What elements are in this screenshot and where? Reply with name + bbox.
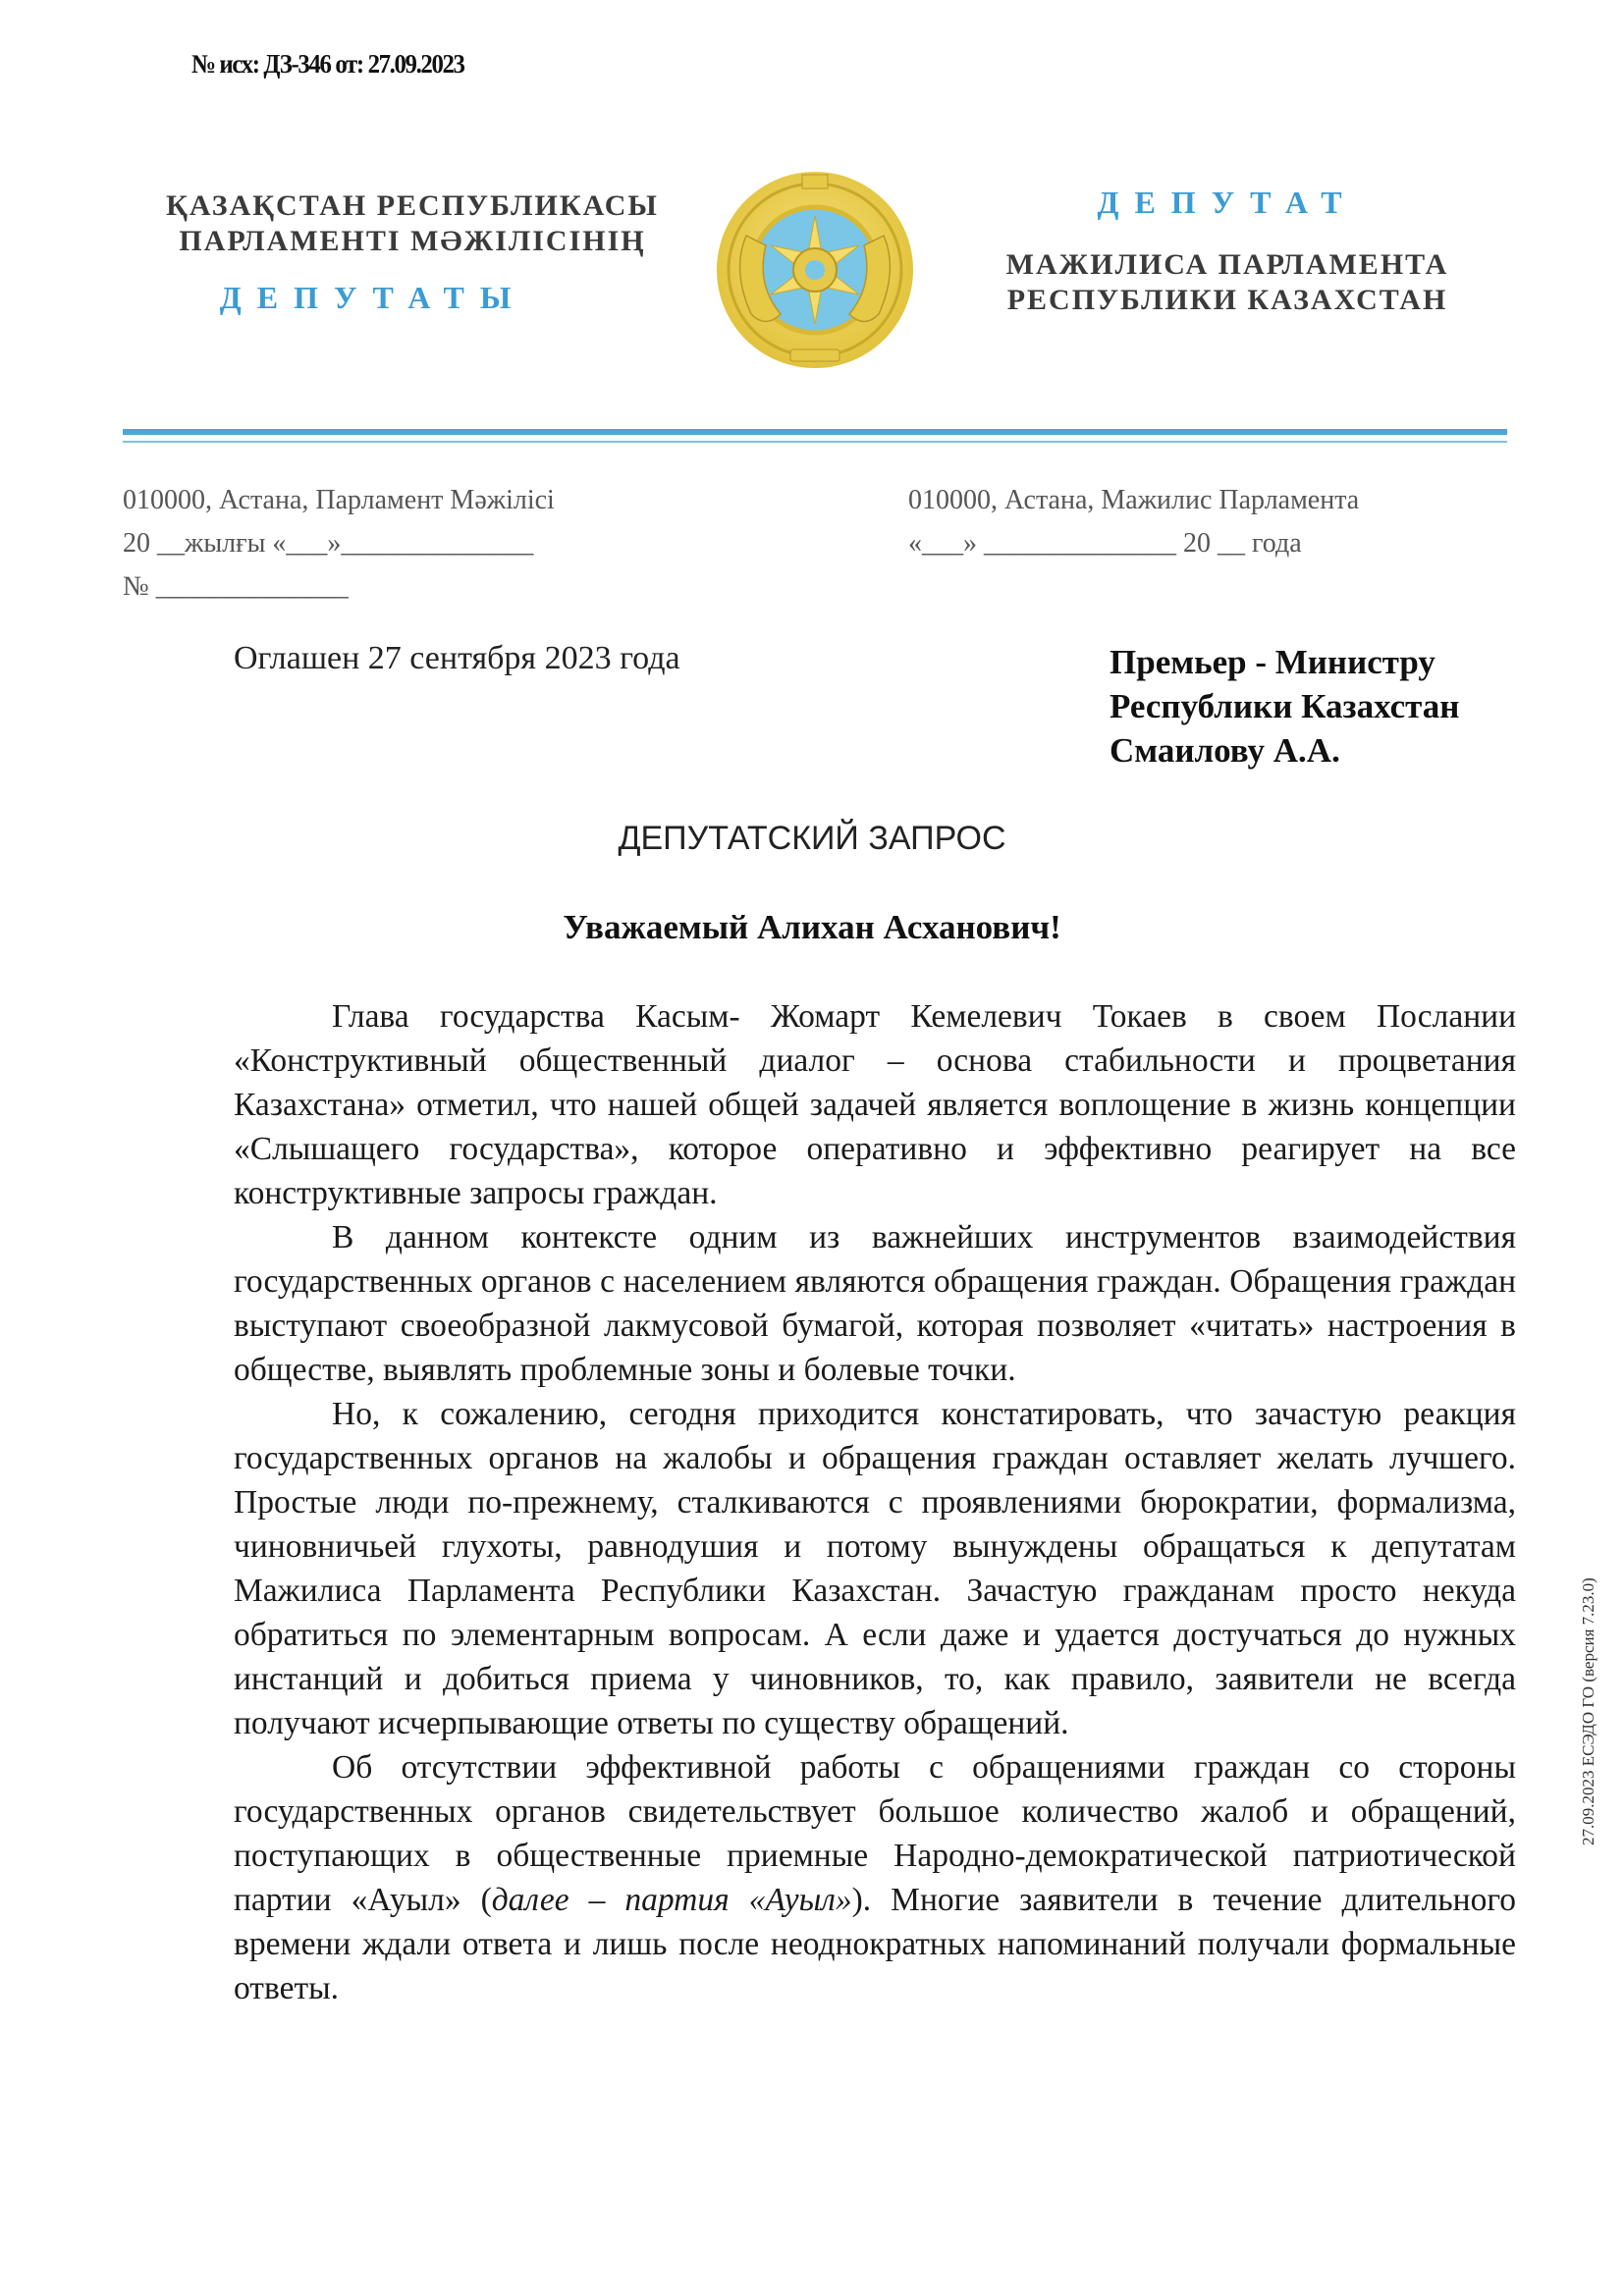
header-kz-line2: ПАРЛАМЕНТІ МӘЖІЛІСІНІҢ xyxy=(179,225,646,257)
header-ru xyxy=(982,247,1473,318)
header-ru-deputy: ДЕПУТАТ xyxy=(1097,185,1358,220)
document-title: ДЕПУТАТСКИЙ ЗАПРОС xyxy=(618,820,1006,857)
addressee-line3: Смаилову А.А. xyxy=(1110,731,1340,770)
document-body xyxy=(234,994,1516,2010)
header-ru-line2: РЕСПУБЛИКИ КАЗАХСТАН xyxy=(1006,284,1448,316)
address-left-line3: № ______________ xyxy=(123,571,349,602)
body-paragraph-4-start: Об отсутствии эффективной работы с обращениями граждан со стороны государственных органов свидетельствует большое количество жалоб и обращений, поступающих в общественные приемные Народно-демократической патриотической партии «Ауыл» ( xyxy=(234,1749,1516,1918)
body-paragraph-4-italic: далее – партия «Ауыл» xyxy=(491,1882,852,1918)
addressee xyxy=(1110,640,1459,773)
body-paragraph-4 xyxy=(234,1745,1516,2010)
address-left-line1: 010000, Астана, Парламент Мәжілісі xyxy=(123,485,555,515)
body-paragraph-1: Глава государства Касым- Жомарт Кемелевич Токаев в своем Послании «Конструктивный общественный диалог – основа стабильности и процветания Казахстана» отметил, что нашей общей задачей является воплощение в жизнь концепции «Слышащего государства», которое оперативно и эффективно реагирует на все конструктивные запросы граждан. xyxy=(234,998,1516,1211)
side-registration-stamp: 27.09.2023 ЕСЭДО ГО (версия 7.23.0) xyxy=(1579,1577,1597,1845)
header-kz-line1: ҚАЗАҚСТАН РЕСПУБЛИКАСЫ xyxy=(166,189,659,222)
addressee-line2: Республики Казахстан xyxy=(1110,687,1460,725)
body-paragraph-3: Но, к сожалению, сегодня приходится констатировать, что зачастую реакция государственных органов на жалобы и обращения граждан оставляет желать лучшего. Простые люди по-прежнему, сталкиваются с проявлениями бюрократии, формализма, чиновничьей глухоты, равнодушия и потому вынуждены обращаться к депутатам Мажилиса Парламента Республики Казахстан. Зачастую гражданам просто некуда обратиться по элементарным вопросам. А если даже и удается достучаться до нужных инстанций и добиться приема у чиновников, то, как правило, заявители не всегда получают исчерпывающие ответы по существу обращений. xyxy=(234,1396,1516,1741)
address-right xyxy=(908,479,1359,565)
header-rule-thin xyxy=(123,441,1507,443)
header-kz xyxy=(157,188,668,259)
address-right-line1: 010000, Астана, Мажилис Парламента xyxy=(908,485,1360,515)
body-paragraph-2: В данном контексте одним из важнейших инструментов взаимодействия государственных органов с населением являются обращения граждан. Обращения граждан выступают своеобразной лакмусовой бумагой, которая позволяет «читать» настроения в обществе, выявлять проблемные зоны и болевые точки. xyxy=(234,1219,1516,1388)
header-ru-line1: МАЖИЛИСА ПАРЛАМЕНТА xyxy=(1005,248,1449,281)
header-rule xyxy=(123,429,1507,435)
address-right-line2: «___» ______________ 20 __ года xyxy=(908,528,1302,559)
outgoing-reference: № исх: ДЗ-346 от: 27.09.2023 xyxy=(191,49,464,79)
header-kz-deputy: ДЕПУТАТЫ xyxy=(219,280,527,315)
state-emblem-icon xyxy=(712,167,918,373)
body-paragraph-4-end: ). Многие заявители в течение длительного времени ждали ответа и лишь после неоднократных напоминаний получали формальные ответы. xyxy=(234,1882,1516,2006)
addressee-line1: Премьер - Министру xyxy=(1110,643,1435,681)
announced-date: Оглашен 27 сентября 2023 года xyxy=(234,640,680,676)
address-left xyxy=(123,479,555,609)
greeting: Уважаемый Алихан Асханович! xyxy=(563,908,1061,946)
address-left-line2: 20 __жылғы «___»______________ xyxy=(123,528,534,559)
